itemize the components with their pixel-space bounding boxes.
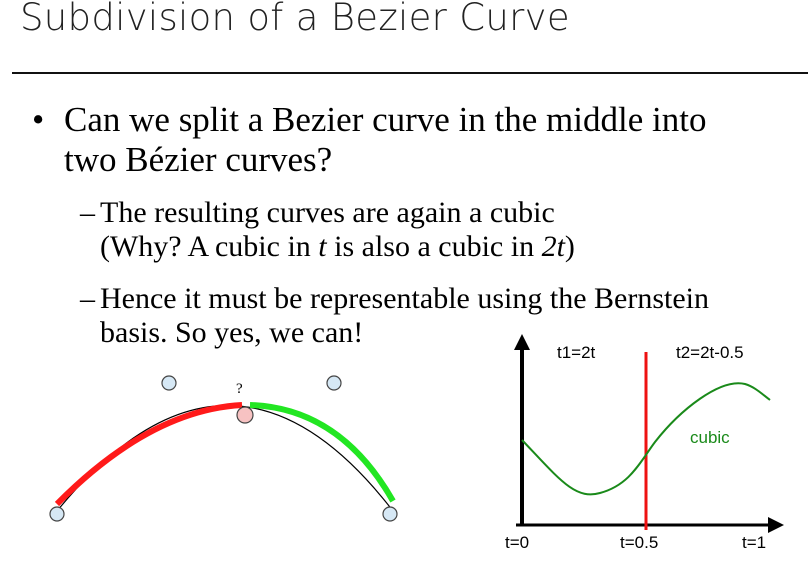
dash-glyph: – — [80, 282, 95, 315]
sub-bullet-2-line1: Hence it must be representable using the Bernstein — [100, 282, 709, 315]
left-half-curve — [57, 405, 242, 504]
bullet-glyph: • — [32, 100, 45, 139]
end-point — [383, 507, 397, 521]
tick-t05: t=0.5 — [620, 533, 659, 552]
sub-bullet-1-line1: The resulting curves are again a cubic — [100, 196, 555, 229]
sub-bullet-2-line2: basis. So yes, we can! — [100, 316, 364, 349]
control-point — [162, 376, 176, 390]
end-point — [50, 507, 64, 521]
split-point — [237, 407, 253, 423]
x-axis-arrow — [768, 517, 784, 533]
tick-t0: t=0 — [505, 533, 530, 552]
dash-glyph: – — [80, 196, 95, 229]
midpoint-label: ? — [236, 381, 243, 397]
main-bullet-text: Can we split a Bezier curve in the middle into two Bézier curves? — [64, 100, 707, 179]
bezier-subdivision-figure — [50, 376, 397, 521]
tick-t1: t=1 — [742, 533, 767, 552]
parameter-plot — [514, 334, 784, 533]
label-t1: t1=2t — [557, 343, 596, 362]
curve-label: cubic — [690, 428, 730, 447]
slide-title: Subdivision of a Bezier Curve — [20, 0, 570, 39]
right-half-curve — [250, 405, 393, 501]
label-t2: t2=2t-0.5 — [676, 343, 744, 362]
y-axis-arrow — [514, 334, 530, 350]
control-point — [327, 376, 341, 390]
sub-bullet-1-line2: (Why? A cubic in t is also a cubic in 2t) — [100, 230, 575, 263]
